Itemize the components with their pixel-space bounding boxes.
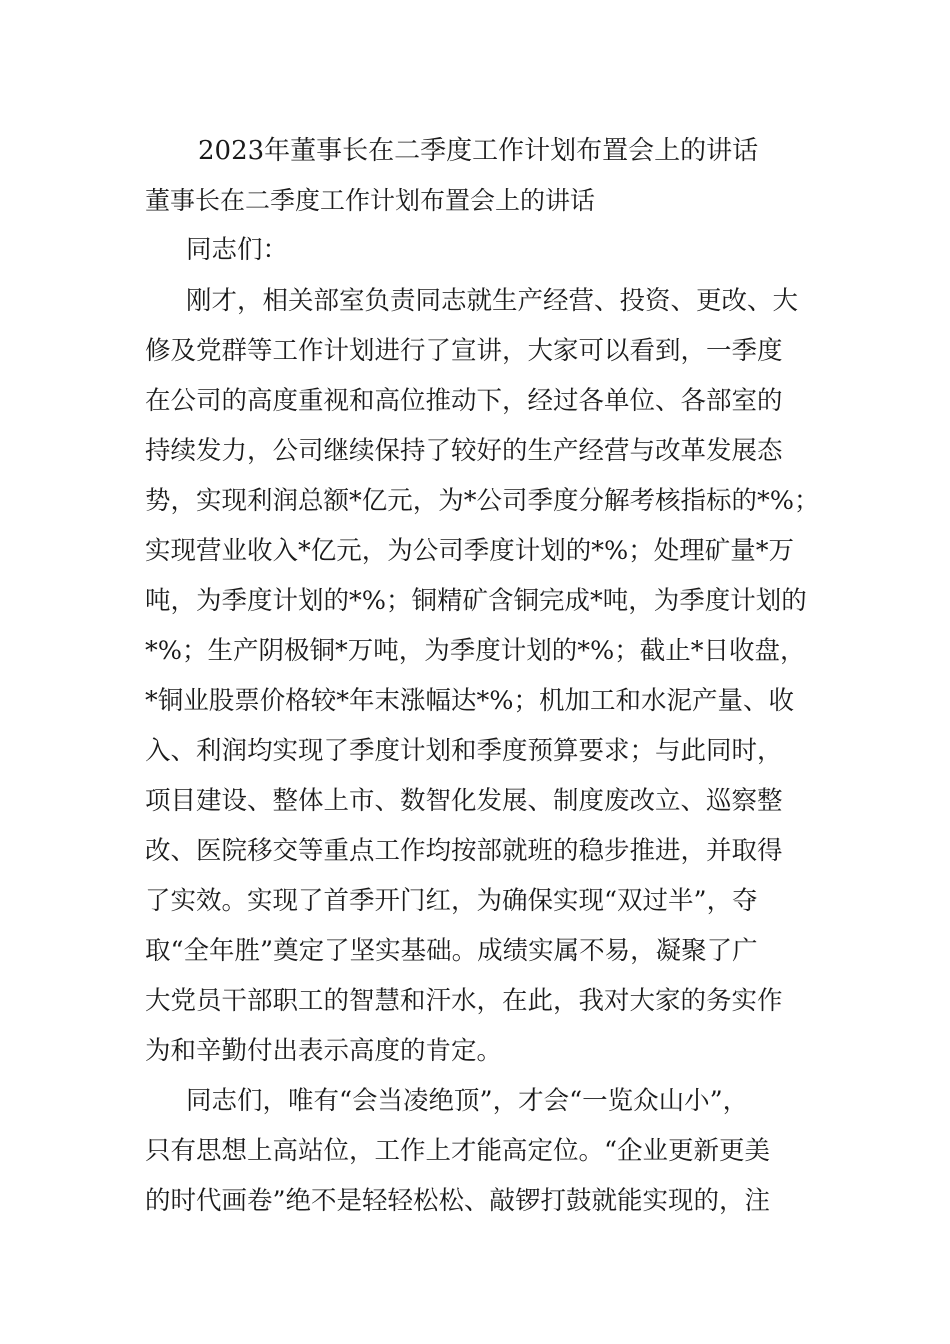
paragraph-line: 在公司的高度重视和高位推动下，经过各单位、各部室的 [145,386,783,416]
paragraph-line: 刚才，相关部室负责同志就生产经营、投资、更改、大 [186,286,799,316]
paragraph-line: 大党员干部职工的智慧和汗水，在此，我对大家的务实作 [145,986,783,1016]
paragraph-line: 吨，为季度计划的*%；铜精矿含铜完成*吨，为季度计划的 [145,586,807,616]
paragraph-line: 势，实现利润总额*亿元，为*公司季度分解考核指标的*%； [145,486,820,516]
paragraph-line: 的时代画卷”绝不是轻轻松松、敲锣打鼓就能实现的，注 [145,1186,771,1216]
paragraph-line: *%；生产阴极铜*万吨，为季度计划的*%；截止*日收盘， [145,636,806,666]
paragraph-line: 改、医院移交等重点工作均按部就班的稳步推进，并取得 [145,836,783,866]
paragraph-line: 入、利润均实现了季度计划和季度预算要求；与此同时， [145,736,783,766]
salutation: 同志们： [186,235,289,265]
paragraph-line: 只有思想上高站位，工作上才能高定位。“企业更新更美 [145,1136,771,1166]
paragraph-line: 持续发力，公司继续保持了较好的生产经营与改革发展态 [145,436,783,466]
paragraph-line: 同志们，唯有“会当凌绝顶”，才会“一览众山小”， [186,1086,749,1116]
paragraph-line: 为和辛勤付出表示高度的肯定。 [145,1036,503,1066]
paragraph-line: 修及党群等工作计划进行了宣讲，大家可以看到，一季度 [145,336,783,366]
paragraph-line: 取“全年胜”奠定了坚实基础。成绩实属不易，凝聚了广 [145,936,758,966]
document-title: 2023年董事长在二季度工作计划布置会上的讲话 [198,136,759,166]
paragraph-line: 项目建设、整体上市、数智化发展、制度废改立、巡察整 [145,786,783,816]
document-subtitle: 董事长在二季度工作计划布置会上的讲话 [145,186,596,215]
paragraph-line: *铜业股票价格较*年末涨幅达*%；机加工和水泥产量、收 [145,686,794,716]
paragraph-line: 了实效。实现了首季开门红，为确保实现“双过半”，夺 [145,886,758,916]
paragraph-line: 实现营业收入*亿元，为公司季度计划的*%；处理矿量*万 [145,536,794,566]
